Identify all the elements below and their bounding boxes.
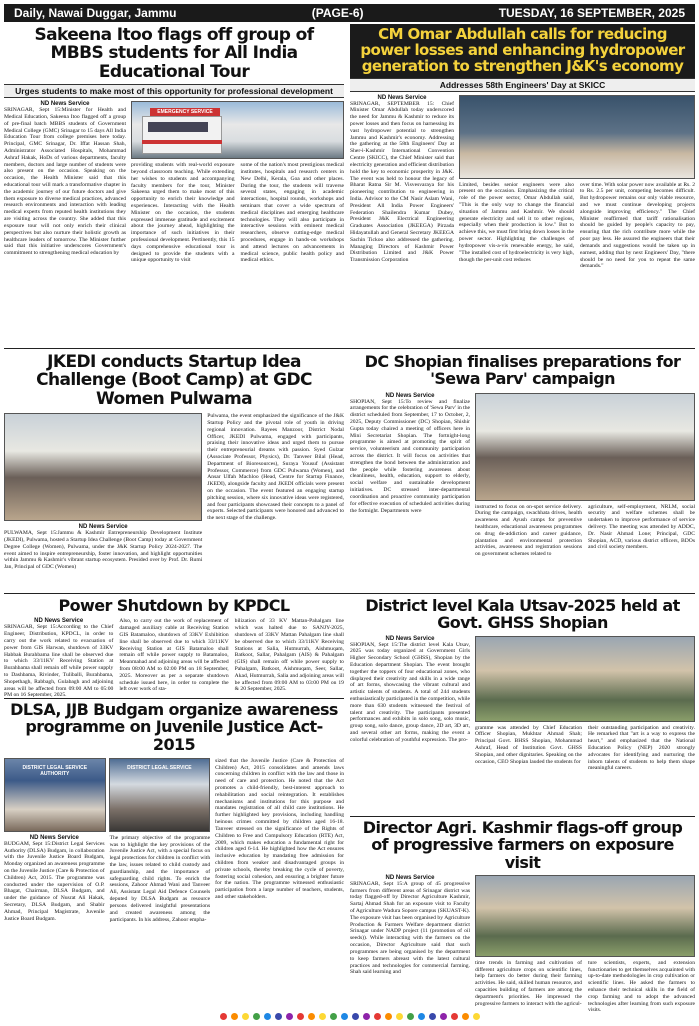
article-dlsa-jjb [4, 700, 344, 1010]
headline: Director Agri. Kashmir flags-off group of progressive farmers on exposure visit [362, 818, 683, 872]
divider [4, 593, 695, 594]
footer-dot [440, 1013, 447, 1020]
article-column: ture scientists, experts, and extension functionaries to get themselves acquainted with up-to-date methodologies in crop cultivation or scientific lines. He asked the farmers to enhance their technical skills in the field of crop farming and to adopt the advanced technologies after learning from such exposure visits. [588, 959, 695, 1014]
footer-dot [286, 1013, 293, 1020]
article-column: Limited, besides senior engineers were also present on the occasion. Emphasizing the critical role of the power sector, Omar Abdullah said, "This is the only way to change the financial situation of Jammu and Kashmir. We should generate electricity and sell it to other regions, especially when their production is low." But to achieve this, we must first bring down losses in the power sector. Highlighting the challenges of hydropower vis-a-vis renewable energy, he said, "The installed cost of hydroelectricity is very high, though the per-unit cost reduces [459, 181, 574, 263]
footer-dot [231, 1013, 238, 1020]
article-column: SRINAGAR, SEPTEMBER 15: Chief Minister Omar Abdullah today underscored the need for Jammu & Kashmir to reduce its power losses and then focus on harnessing its vast hydropower potential to strengthen Jammu and Kashmir's economy. Addressing the gathering at the 58th Engineers' Day at Sher-i-Kashmir International Convention Centre (SKICC), the Chief Minister said that electricity generation and efficient distribution hold the key to economic prosperity in J&K. The event was held to honour the legacy of Bharat Ratna Sir M. Visvesvaraya for his pioneering contribution to engineering in India. Advisor to the CM Nasir Aslam Wani, President All India Power Engineers' Federation Shailendra Kumar Dubey, President J&K Electrical Engineering Graduates Association (JKEEGA) Pirzada Hidayatullah and General Secretary JKEEGA Sachin Tickoo also addressed the gathering. Managing Directors of Kashmir Power Distribution Limited and J&K Power Transmission Corporation [350, 100, 454, 264]
footer-dot [242, 1013, 249, 1020]
divider [4, 348, 695, 349]
footer-dot [407, 1013, 414, 1020]
news-credit: ND News Service [40, 101, 90, 108]
article-column: some of the nation's most prestigious medical institutes, hospitals and research centers in New Delhi, Kerala, Goa and other places. During the tour, the students will traverse several states, engaging in academic interactions, hospital rounds, workshops and seminars that cover a wide spectrum of medical disciplines and emerging healthcare technologies. They will also participate in interactive sessions with eminent medical researchers, observe cutting-edge medical procedures, engage in hands-on workshops and attend lectures on advancements in medical science, public health policy and medical ethics. [240, 162, 344, 264]
footer-dot [341, 1013, 348, 1020]
photo-meeting [475, 393, 695, 501]
article-column: The primary objective of the programme was to highlight the key provisions of the Juvenile Justice Act, with a special focus on legal protections for children in conflict with the law, issues related to child custody and guardianship, and the importance of safeguarding child rights. To enrich the sessions, Zahoor Ahmad Wani and Tanveer Ali, Assistant Legal Aid Defence Counsels deputed by DLSA Budgam as resource persons delivered insightful presentations and created awareness among the participants. In his address, Zahoor empha- [109, 834, 211, 923]
article-agri-farmers [350, 818, 695, 1014]
page-number: (PAGE-6) [311, 6, 364, 20]
footer-dot [220, 1013, 227, 1020]
banner-text: DISTRICT LEGAL SERVICE AUTHORITY [22, 764, 88, 777]
article-column: time trends in farming and cultivation of different agriculture crops on scientific lines, help farmers do better during their farming activities. He said, skilled human resource, and capacities building of farmers are among the department's priorities. He impressed the progressive farmers to interact with the agricul- [475, 959, 582, 1007]
footer-dot [418, 1013, 425, 1020]
bus-sign-text: EMERGENCY SERVICE [157, 109, 213, 116]
headline: District level Kala Utsav-2025 held at Govt. GHSS Shopian [365, 596, 680, 633]
headline: Power Shutdown by KPDCL [58, 596, 290, 615]
article-column: PULWAMA, Sept 15:Jammu & Kashmir Entrepreneurship Development Institute (JKEDI), Pulwama, hosted a Startup Idea Challenge (Boot Camp) today at Government Degree College (Women), Pulwama, under the J&K Startup Policy 2024-2027. The event aimed to inspire entrepreneurship, foster innovation, and highlight opportunities within Jammu & Kashmir's vibrant startup ecosystem. Presided over by Prof. Dr. Rumi Jan, Principal of GDC (Women) [4, 530, 203, 571]
news-credit: ND News Service [385, 874, 435, 881]
subheadline: Addresses 58th Engineers' Day at SKICC [350, 78, 695, 92]
footer-dot [396, 1013, 403, 1020]
footer-dot [330, 1013, 337, 1020]
news-credit: ND News Service [385, 635, 435, 642]
article-column: providing students with real-world exposure beyond classroom teaching. While extending her wishes to students and accompanying faculty members for the tour, Minister Sakeena urged them to make most of this opportunity to enrich their knowledge and experiences. Interacting with the Health Minister on the occasion, the students expressed immense gratitude and excitement about the journey ahead, highlighting the importance of such initiatives in their professional development. Pertinently, this 15 days comprehensive educational tour is designed to provide the students with a unique opportunity to visit [131, 162, 235, 264]
edition-name: Daily, Nawai Duggar, Jammu [14, 6, 177, 20]
article-power-shutdown [4, 596, 344, 699]
subheadline: Urges students to make most of this opportunity for professional development [4, 84, 344, 98]
article-column: sized that the Juvenile Justice (Care & Protection of Children) Act, 2015 consolidates and amends laws concerning children in conflict with the law and those in need of care and protection. He noted that the Act promotes a child-friendly, best-interest approach to rehabilitation and social reintegration. It establishes mechanisms and institutions for this purpose and mandates registration of all child care institutions. He further highlighted key provisions, including handling heinous crimes committed by children aged 16-18. Tanveer stressed on the significance of the Rights of Children to Free and Compulsory Education (RTE) Act, 2009, which makes education a fundamental right for children aged 6-14. He highlighted how the Act ensures inclusive education by mandating free admission for children from weaker and disadvantaged groups in private schools, thereby breaking the cycle of poverty, fostering social cohesion, and ensuring a brighter future for the nation. The programme witnessed enthusiastic participation from a large number of teachers, students, and other stakeholders. [215, 757, 344, 901]
photo-dlsa-audience [109, 758, 211, 832]
headline: CM Omar Abdullah calls for reducing power losses and enhancing hydropower generation to strengthen J&K's economy [350, 24, 695, 78]
footer-dot [264, 1013, 271, 1020]
news-credit: ND News Service [385, 392, 435, 399]
article-column: SHOPIAN, Sept 15:The district level Kala Utsav, 2025 was today organized at Government Girls Higher Secondary School (GHSS), Shopian by the Education department Shopian. The event brought together the toppers of four educational zones, who displayed their creativity and skills in a wide range of art forms, showcasing the vibrant cultural and artistic talents of students. A total of 244 students enthusiastically participated in the competition, while more than 630 students witnessed the festival of talent and creativity. The participants presented performances and exhibits in solo song, solo music, group song, solo dance, group dance, 2D art, 3D art, and several other art forms, making the event a colorful celebration of youthful expression. The pro- [350, 641, 470, 743]
article-mbbs-tour [4, 24, 344, 346]
divider [350, 816, 695, 817]
footer-dot [429, 1013, 436, 1020]
headline: DLSA, JJB Budgam organize awareness programme on Juvenile Justice Act-2015 [10, 700, 338, 754]
article-column: SHOPIAN, Sept 15:To review and finalize arrangements for the celebration of 'Sewa Parv' in the district scheduled from September, 17 to October, 2, 2025, Deputy Commissioner (DC) Shopian, Shishir Gupta today chaired a meeting of officers here in Mini Secretariat Shopian. The fortnight-long programme is aimed at promoting the spirit of service, volunteerism and community participation across the district. It will focus on activities that strengthen the bond between the administration and the people while fostering awareness about cleanliness, health, education, support to elderly, social welfare and sustainable development initiatives. DC stressed inter-departmental coordination and proactive community participation for effective execution of scheduled activities during the fortnight. Departments were [350, 398, 470, 514]
article-column: their outstanding participation and creativity. He remarked that "art is a way to express the heart," and emphasized that the National Education Policy (NEP) 2020 strongly advocates for identifying and nurturing the inborn talents of students to help them shape meaningful careers. [588, 724, 695, 772]
article-column: SRINAGAR, Sept 15:According to the Chief Engineer, Distribution, KPDCL, in order to carry out the work related to evacuation of power from GIS Harwan, shutdown of 33KV Habbak Burahbama line shall be observed due to which 33/11KV Receiving Station at Burahbama shall remain off while power supply to Dashbama, Rivinder, Tuliballi, Burahbama, Shopethagh, Rabbagh, Gulabagh and adjoining areas will be affected from 09:00 AM to 05:00 PM on 16 September, 2025. [4, 624, 114, 699]
article-column: Pulwama, the event emphasized the significance of the J&K Startup Policy and the pivotal role of youth in driving regional innovation. Rayees Manzoor, District Nodal Officer, JKEDI Pulwama, engaged with participants, praising their innovative ideas and urged them to pursue their entrepreneurial dreams with passion. Syed Gulzar (Associate Professor, Physics), Dr. Tanveer Bilal (Head, Department of Bioresources), Suraya Yousuf (Assistant Professor, Commerce) from GDC Pulwama (Women), and Ansar Ulfah Machloo (Head, Centre for Startup Finance, JKEDI), alongside faculty and JKEDI officials were present on the occasion. The event featured an engaging startup pitching session, where six innovative ideas were registered, and four participants showcased their concepts to a panel of experts. Selected participants were honored and advanced to the next stage of the challenge. [207, 413, 344, 522]
footer-color-strip [4, 1012, 695, 1020]
article-column: SRINAGAR, Sept 15:A group of 45 progressive farmers from different areas of Srinagar district was today flagged-off by Director Agriculture Kashmir, Sartaj Ahmad Shah for an exposure visit to Faculty of Agriculture Wadura Sopore campus (SKUAST-K). The exposure visit has been organised by Agriculture Production & Farmers Welfare department district Srinagar under NADP project (11 (promotion of oil seeds)). While interacting with the farmers on the occasion, Director Agriculture said that such programmes are being organised by the department to keep farmers abreast with the latest cultural practices and technologies for commercial farming. Shah said learning and [350, 880, 470, 976]
article-kala-utsav [350, 596, 695, 814]
footer-dot [297, 1013, 304, 1020]
photo-farmers-group [475, 875, 695, 957]
article-dc-sewa-parv [350, 351, 695, 591]
footer-dot [275, 1013, 282, 1020]
photo-bootcamp [4, 413, 202, 521]
article-column: gramme was attended by Chief Education Officer Shopian, Mukhtar Ahmad Shah; Principal Govt. BHSS Shopian, Mohammad Ashraf, Head of Institution Govt. GHSS Shopian, and other dignitaries. Speaking on the occasion, CEO Shopian lauded the students for [475, 724, 582, 765]
article-column: bilization of 33 KV Mattan-Pahalgam line which was halted due to SANJY-2025, shutdown of 33KV Mattan Pahalgam line shall be observed due to which 33/11KV Receiving Stations at Salia, Hutmurrah, Aishmuqam, Batkoot, Sallar, Pahalgam (AIS) & Pahalgam (GIS) shall remain off while power supply to Pahalgam, Batkoot, Aishmuqam, Seer, Sallar, Akad, Hutmurrah, Salia and adjoining areas will be affected from 09:00 AM to 03:00 PM on 19 & 20 September, 2025. [234, 618, 344, 693]
article-column: BUDGAM, Sept 15:District Legal Services Authority (DLSA) Budgam, in collaboration with the Juvenile Justice Board Budgam, Monday organized an awareness programme on the Juvenile Justice (Care & Protection of Children) Act, 2015. The programme was conducted under the supervision of O.P. Bhagat, Chairman, DLSA Budgam, and under the guidance of Nusrat Ali Hakak, Secretary, DLSA Budgam, and Shabir Ahmad, Principal Magistrate, Juvenile Justice Board Budgam. [4, 840, 105, 922]
issue-date: TUESDAY, 16 SEPTEMBER, 2025 [498, 6, 685, 20]
photo-dlsa-stage [4, 758, 106, 832]
article-column: Also, to carry out the work of replacement of damaged auxiliary cable at Receiving Station GIS Batamaloo, shutdown of 33KV Exhibition line shall be observed due to which 33/11KV Receiving Station at GIS Batamaloo shall remain off while power supply to Batamaloo, Meanmahad and adjoining areas will be affected from 08:00 AM to 02:00 PM on 18 September, 2025. Moreover as per a separate shutdown schedule issued here, in order to complete the left over work of sta- [119, 618, 229, 693]
footer-dot [352, 1013, 359, 1020]
footer-dot [473, 1013, 480, 1020]
footer-dot [253, 1013, 260, 1020]
headline: DC Shopian finalises preparations for 'Sewa Parv' campaign [364, 352, 681, 389]
news-credit: ND News Service [34, 618, 84, 625]
footer-dot [451, 1013, 458, 1020]
article-column: SRINAGAR, Sept 15:Minister for Health and Medical Education, Sakeena Itoo flagged off a group of pre-final batch MBBS students of Government Medical College (GMC) Srinagar to 15 days All India Education Tour from college premises here today. Principal, GMC Srinagar, Dr. Iffat Hassan Shah, Administrator Associated Hospitals, Mohammad Ashraf Hakak, HoDs of various departments, faculty members, doctors and large number of students were also present on the occasion. Speaking on the occasion, the Health Minister said that this educational tour will mark a transformative chapter in the academic journey of our future doctors and give them exposure to diverse medical practices, advanced research environments and interaction with leading medical experts from reputed health institutions they are visiting across the country. She added that this exposure tour will not only enrich their clinical perspectives but also nurture their holistic growth as healthcare leaders of tomorrow. The Minister further said that this initiative underscores Government's commitment to strengthening medical education by [4, 107, 126, 257]
news-credit: ND News Service [29, 834, 79, 841]
article-column: agriculture, self-employment, NRLM, social security and welfare schemes shall be undertaken to improve performance of service delivery. The meeting was attended by ADDC, Dr. Nasir Ahmad Lone; Principal, GDC Shopian, ACD, various district officers, BDOs and civil society members. [588, 503, 695, 551]
article-column: instructed to focus on on-spot service delivery. During the campaign, swachhata drives, health awareness and Ayush camps for preventive healthcare, educational awareness programmes on drug de-addiction and career guidance, plantation and environmental protection activities, awareness and registration sessions on government schemes related to [475, 503, 582, 558]
divider [4, 698, 344, 699]
news-credit: ND News Service [377, 94, 427, 101]
headline: JKEDI conducts Startup Idea Challenge (Boot Camp) at GDC Women Pulwama [36, 352, 312, 409]
headline: Sakeena Itoo flags off group of MBBS students for All India Educational Tour [34, 25, 314, 82]
photo-cm-addressing [459, 95, 695, 179]
footer-dot [374, 1013, 381, 1020]
masthead [4, 4, 695, 22]
footer-dot [319, 1013, 326, 1020]
footer-dot [363, 1013, 370, 1020]
footer-dot [385, 1013, 392, 1020]
news-credit: ND News Service [78, 524, 128, 531]
article-cm-power [350, 24, 695, 346]
banner-text: DISTRICT LEGAL SERVICE [127, 764, 192, 771]
footer-dot [308, 1013, 315, 1020]
article-jkedi-startup [4, 351, 344, 591]
article-column: over time. With solar power now available at Rs. 2 to Rs. 2.5 per unit, competing becomes difficult. But hydropower remains our only viable resource, and we must continue developing projects alongside improving efficiency." The Chief Minister reaffirmed that tariff rationalisation should be guided by people's capacity to pay, ensuring that the rich contribute more while the poor pay less. He assured the engineers that their demands and suggestions would be taken up in earnest, adding that by next Engineers' Day, "there should be no need for you to repeat the same demands." [580, 181, 695, 270]
footer-dot [462, 1013, 469, 1020]
photo-students-event [475, 636, 695, 722]
photo-ambulance-bus [131, 101, 344, 159]
